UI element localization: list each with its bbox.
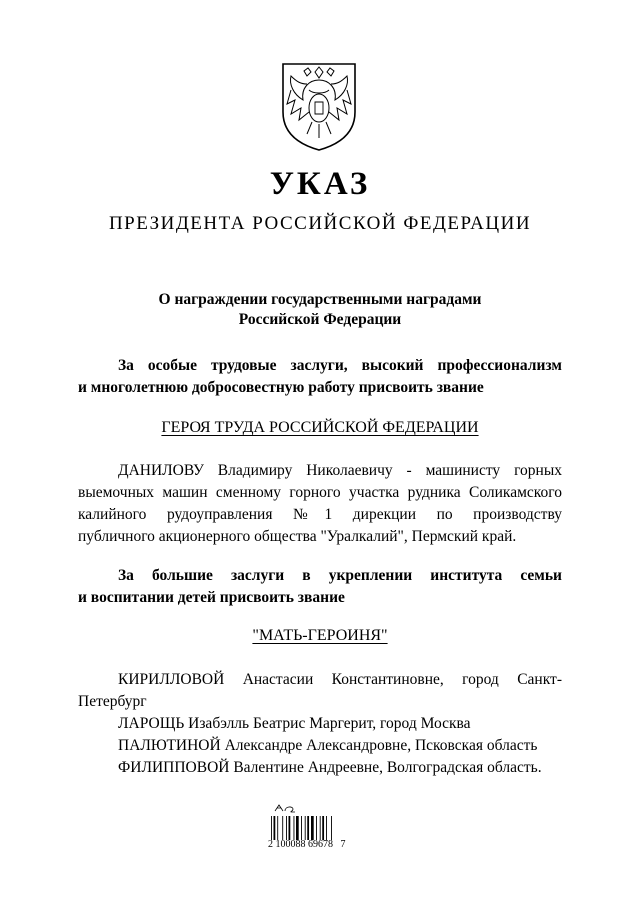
award-title-hero-of-labor: ГЕРОЯ ТРУДА РОССИЙСКОЙ ФЕДЕРАЦИИ (161, 419, 479, 436)
barcode (270, 816, 356, 840)
section2-recipients (78, 669, 562, 779)
recipient-line: ПАЛЮТИНОЙ Александре Александровне, Псковская область (118, 737, 538, 754)
recipient-line: Петербург (78, 693, 147, 710)
barcode-block (265, 800, 365, 860)
decree-subject (0, 290, 640, 330)
recipient-line: выемочных машин сменному горного участка рудника Соликамского (78, 484, 562, 501)
intro-line: и воспитании детей присвоить звание (78, 589, 345, 606)
small-logo-mark (273, 803, 297, 813)
barcode-number: 2 100088 69678 7 (268, 839, 346, 850)
recipient-line: ЛАРОЩЬ Изабэлль Беатрис Маргерит, город Москва (118, 715, 471, 732)
section1-intro (78, 355, 562, 399)
subject-line: Российской Федерации (238, 311, 402, 328)
recipient-line: ФИЛИППОВОЙ Валентине Андреевне, Волгоградская область. (118, 759, 542, 776)
recipient-line: калийного рудоуправления №1 дирекции по производству (78, 506, 562, 523)
document-title: УКАЗ (269, 166, 371, 202)
recipient-line: публичного акционерного общества "Уралкалий", Пермский край. (78, 528, 517, 545)
coat-of-arms-emblem (279, 60, 359, 152)
recipient-line: КИРИЛЛОВОЙ Анастасии Константиновне, город Санкт- (118, 671, 562, 688)
intro-line: За большие заслуги в укреплении института семьи (118, 567, 562, 584)
recipient-line: ДАНИЛОВУ Владимиру Николаевичу - машинисту горных (118, 462, 562, 479)
subject-line: О награждении государственными наградами (158, 291, 482, 308)
section2-intro (78, 565, 562, 609)
intro-line: За особые трудовые заслуги, высокий профессионализм (118, 357, 562, 374)
document-subtitle: ПРЕЗИДЕНТА РОССИЙСКОЙ ФЕДЕРАЦИИ (108, 213, 532, 234)
award-title-mother-heroine: "МАТЬ-ГЕРОИНЯ" (252, 627, 388, 644)
section1-recipient (78, 460, 562, 548)
intro-line: и многолетнюю добросовестную работу присвоить звание (78, 379, 484, 396)
